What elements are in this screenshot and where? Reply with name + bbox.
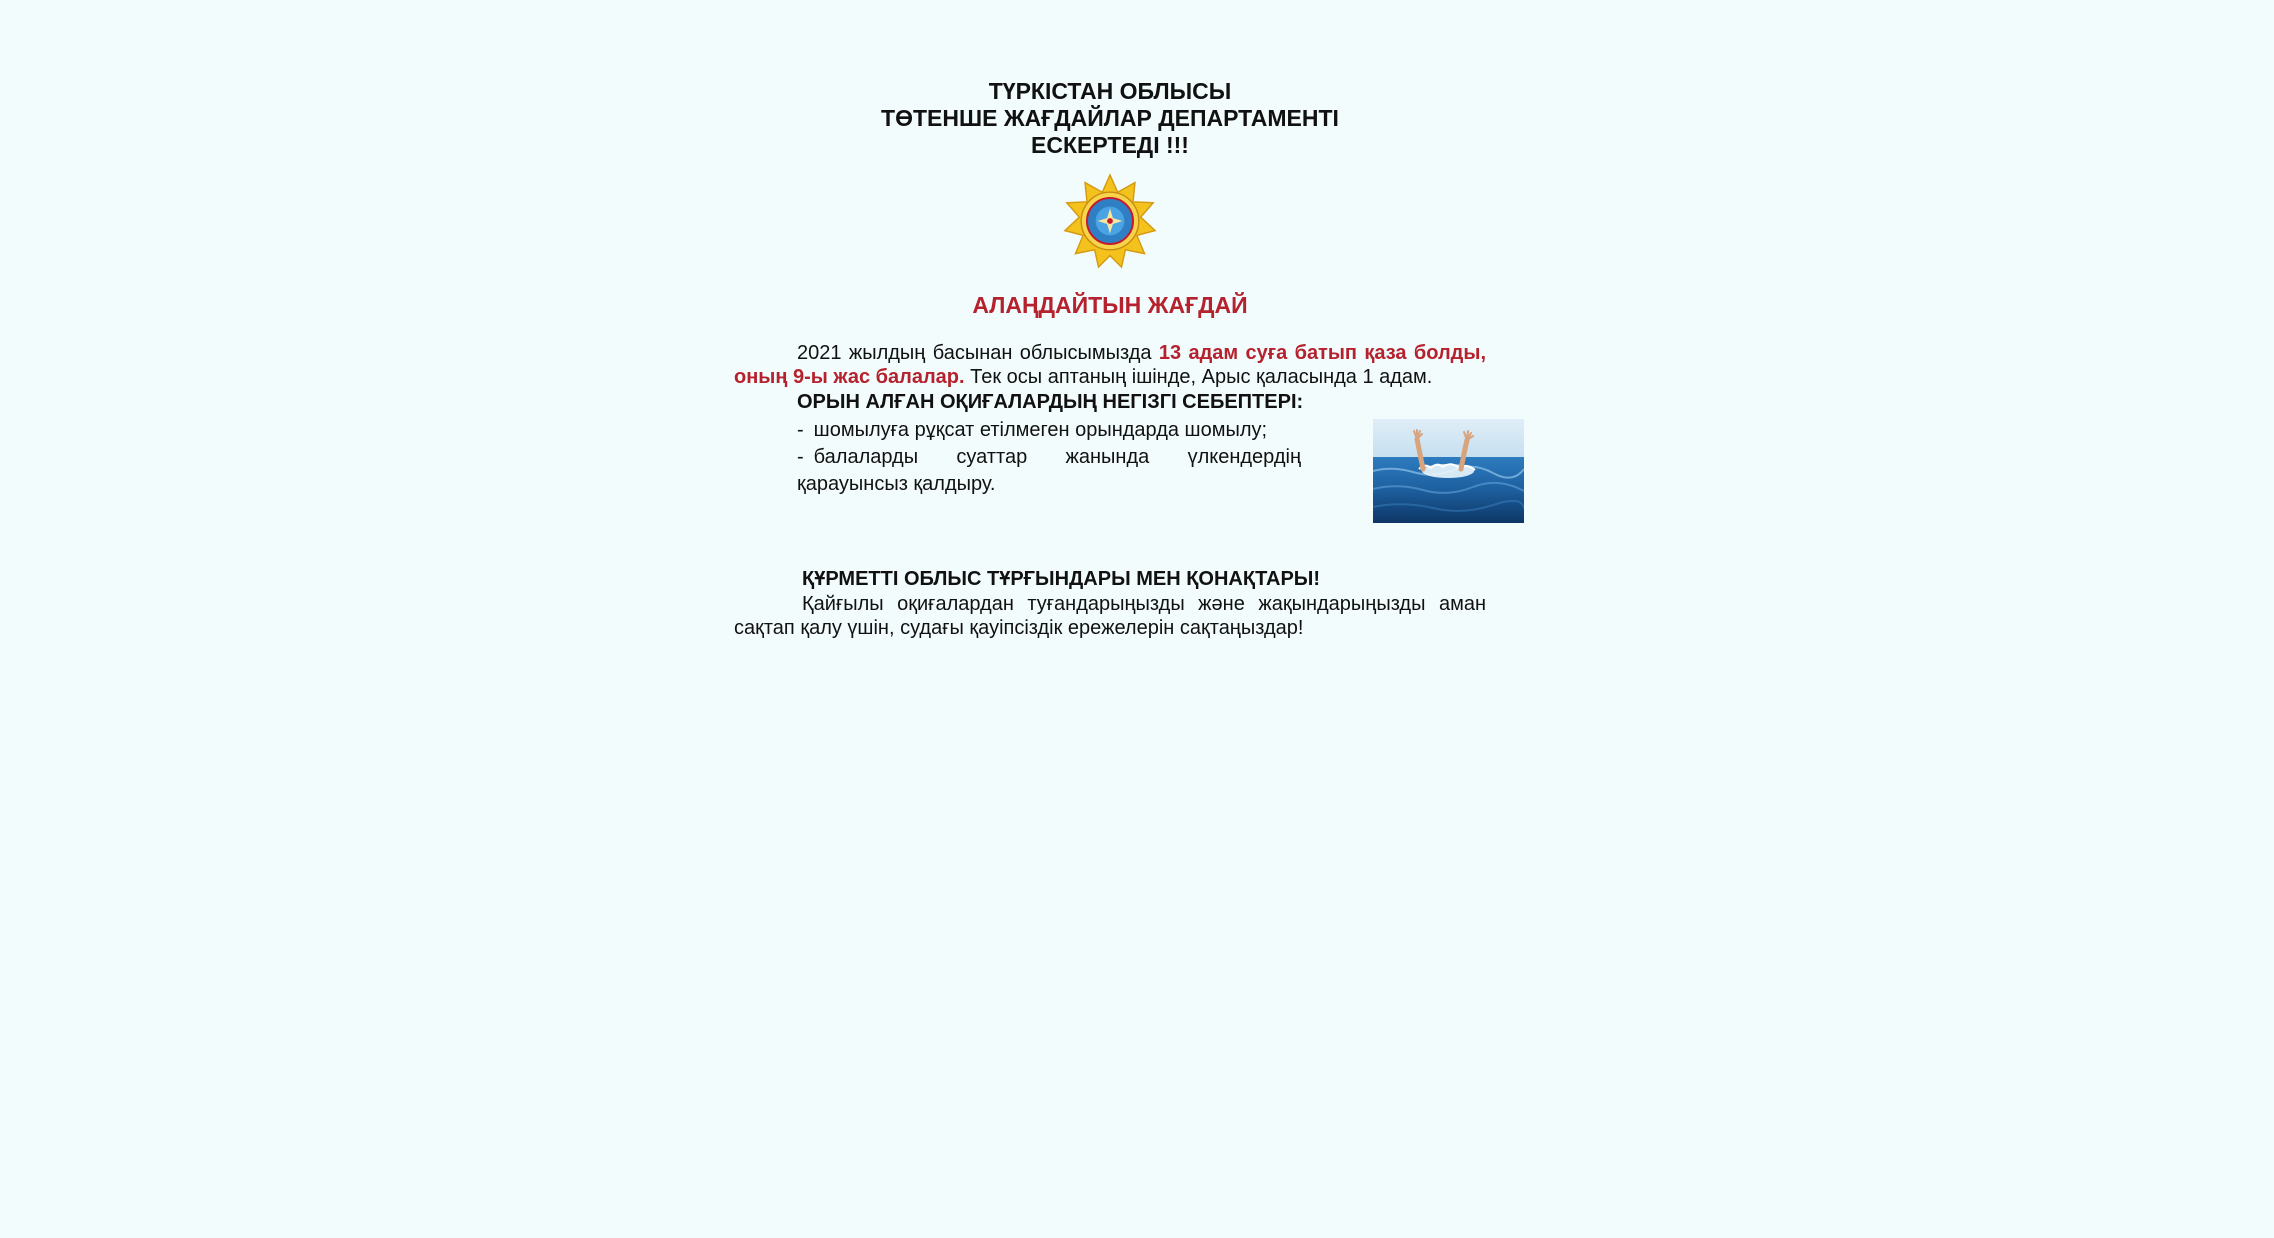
alarm-title: АЛАҢДАЙТЫН ЖАҒДАЙ xyxy=(972,292,1248,318)
drowning-hands-photo xyxy=(1373,419,1524,523)
header-region-title: ТҮРКІСТАН ОБЛЫСЫ xyxy=(988,78,1232,104)
statistics-weekly-text: Тек осы аптаның ішінде, Арыс қаласында 1 адам. xyxy=(964,366,1433,388)
emblem-container xyxy=(734,173,1486,269)
statistics-paragraph xyxy=(734,341,1486,389)
cause-item-text: балаларды суаттар жанында үлкендердің қарауынсыз қалдыру. xyxy=(797,446,1301,495)
warning-document xyxy=(734,78,1486,640)
statistics-highlight-text: 13 адам суға батып қаза болды, оның 9-ы жас балалар. xyxy=(734,342,1487,388)
causes-list xyxy=(797,417,1301,498)
document-header xyxy=(734,78,1486,159)
causes-title: ОРЫН АЛҒАН ОҚИҒАЛАРДЫҢ НЕГІЗГІ СЕБЕПТЕРІ: xyxy=(797,391,1304,413)
statistics-intro-text: 2021 жылдың басынан облысымызда xyxy=(797,342,1159,364)
causes-block xyxy=(797,417,1486,527)
cause-item: - балаларды суаттар жанында үлкендердің қарауынсыз қалдыру. xyxy=(797,446,1301,495)
header-department-title: ТӨТЕНШЕ ЖАҒДАЙЛАР ДЕПАРТАМЕНТІ xyxy=(881,105,1339,131)
closing-paragraph: Қайғылы оқиғалардан туғандарыңызды және жақындарыңызды аман сақтап қалу үшін, судағы қауіпсіздік ережелерін сақтаңыздар! xyxy=(734,593,1486,639)
cause-item-text: шомылуға рұқсат етілмеген орындарда шомылу; xyxy=(813,419,1268,441)
header-warns-title: ЕСКЕРТЕДІ !!! xyxy=(1031,132,1189,158)
emergency-emblem-icon xyxy=(1062,173,1158,269)
cause-item: - шомылуға рұқсат етілмеген орындарда шомылу; xyxy=(797,419,1268,441)
closing-title: ҚҰРМЕТТІ ОБЛЫС ТҰРҒЫНДАРЫ МЕН ҚОНАҚТАРЫ! xyxy=(802,568,1321,590)
